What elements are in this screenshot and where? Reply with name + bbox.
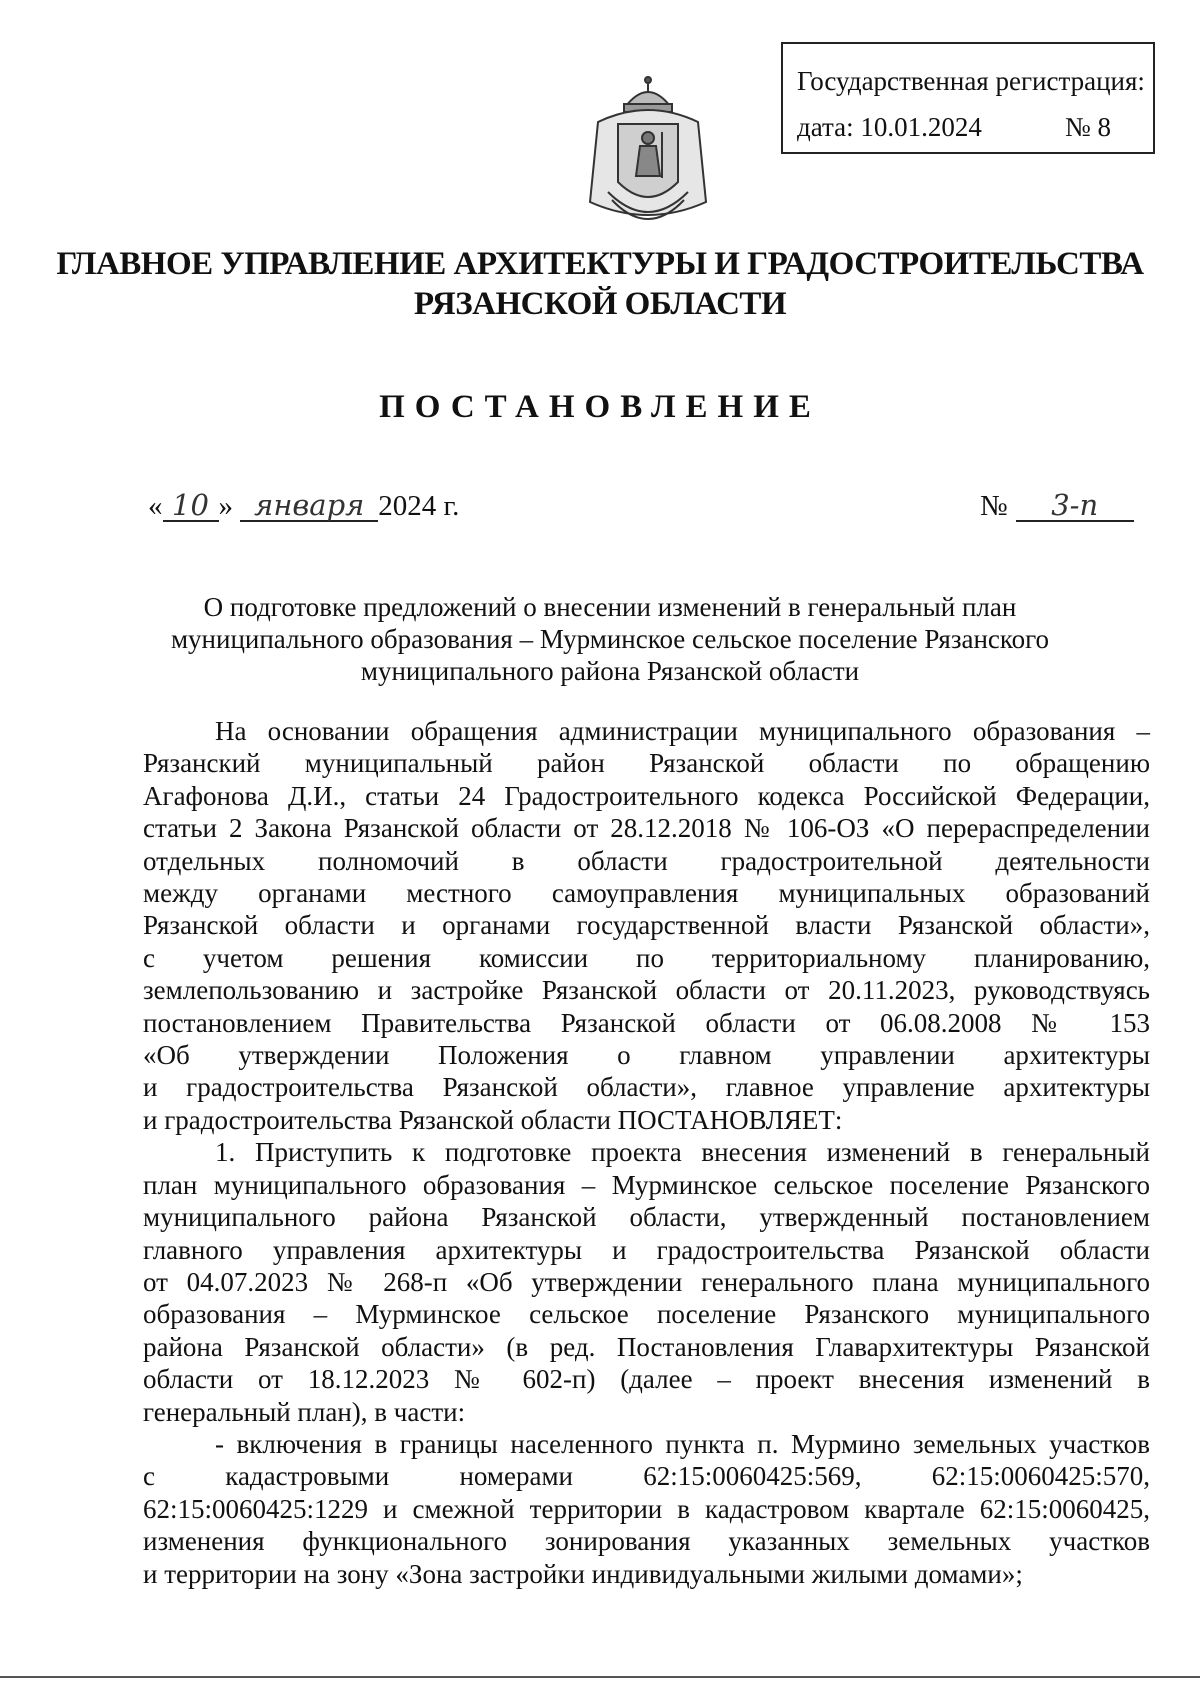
body-line: генеральный план), в части: xyxy=(143,1396,466,1427)
body-line: с учетом решения комиссии по территориальному планированию, xyxy=(143,942,1150,973)
body-line: Рязанский муниципальный район Рязанской области по обращению xyxy=(143,748,1150,779)
body-line: и градостроительства Рязанской области», главное управление архитектуры xyxy=(143,1072,1150,1103)
body-line: области от 18.12.2023 № 602-п) (далее – проект внесения изменений в xyxy=(143,1364,1150,1395)
coat-of-arms-icon xyxy=(578,72,718,240)
body-line: отдельных полномочий в области градостроительной деятельности xyxy=(143,845,1150,876)
document-date xyxy=(148,490,459,523)
document-number xyxy=(980,490,1134,523)
number-sign: № xyxy=(980,490,1008,522)
body-line: «Об утверждении Положения о главном управлении архитектуры xyxy=(143,1040,1150,1071)
registration-number: № 8 xyxy=(1064,112,1111,142)
body-line: между органами местного самоуправления муниципальных образований xyxy=(143,878,1150,909)
registration-title: Государственная регистрация: xyxy=(797,66,1145,96)
date-close-quote: » xyxy=(218,490,233,522)
subject-line2: муниципального образования – Мурминское сельское поселение Рязанского xyxy=(170,624,1050,654)
page-bottom-rule xyxy=(0,1676,1200,1678)
body-line: - включения в границы населенного пункта п. Мурмино земельных участков xyxy=(215,1428,1150,1459)
subject-line1: О подготовке предложений о внесении изменений в генеральный план xyxy=(203,592,1017,622)
organization-title xyxy=(0,244,1200,324)
body-line: статьи 2 Закона Рязанской области от 28.12.2018 № 106-ОЗ «О перераспределении xyxy=(143,813,1150,844)
document-body xyxy=(143,715,1150,1590)
body-line: землепользованию и застройке Рязанской области от 20.11.2023, руководствуясь xyxy=(143,975,1150,1006)
body-line: постановлением Правительства Рязанской области от 06.08.2008 № 153 xyxy=(143,1007,1150,1038)
document-subject xyxy=(150,591,1070,687)
registration-date: дата: 10.01.2024 xyxy=(797,112,982,142)
body-line: и градостроительства Рязанской области ПОСТАНОВЛЯЕТ: xyxy=(143,1104,843,1135)
date-day: 10 xyxy=(163,490,219,522)
body-line: 62:15:0060425:1229 и смежной территории в кадастровом квартале 62:15:0060425, xyxy=(143,1493,1150,1524)
subject-line3: муниципального района Рязанской области xyxy=(360,656,860,686)
body-line: главного управления архитектуры и градостроительства Рязанской области xyxy=(143,1234,1150,1265)
number-value: 3-п xyxy=(1016,490,1134,522)
body-line: Рязанской области и органами государственной власти Рязанской области», xyxy=(143,910,1150,941)
body-line: с кадастровыми номерами 62:15:0060425:569, 62:15:0060425:570, xyxy=(143,1461,1150,1492)
body-line: Агафонова Д.И., статьи 24 Градостроительного кодекса Российской Федерации, xyxy=(143,780,1150,811)
registration-date-row xyxy=(797,110,1137,144)
document-type: ПОСТАНОВЛЕНИЕ xyxy=(379,389,821,425)
body-line: изменения функционального зонирования указанных земельных участков xyxy=(143,1526,1150,1557)
body-line: района Рязанской области» (в ред. Постановления Главархитектуры Рязанской xyxy=(143,1331,1150,1362)
registration-stamp xyxy=(781,42,1155,154)
body-line: от 04.07.2023 № 268-п «Об утверждении генерального плана муниципального xyxy=(143,1266,1150,1297)
body-line: и территории на зону «Зона застройки индивидуальными жилыми домами»; xyxy=(143,1558,1023,1589)
org-title-line1: ГЛАВНОЕ УПРАВЛЕНИЕ АРХИТЕКТУРЫ И ГРАДОСТРОИТЕЛЬСТВА xyxy=(56,246,1144,282)
date-month: января xyxy=(240,490,378,522)
body-line: муниципального района Рязанской области, утвержденный постановлением xyxy=(143,1202,1150,1233)
org-title-line2: РЯЗАНСКОЙ ОБЛАСТИ xyxy=(413,286,787,322)
body-line: образования – Мурминское сельское поселение Рязанского муниципального xyxy=(143,1299,1150,1330)
body-line: 1. Приступить к подготовке проекта внесения изменений в генеральный xyxy=(215,1137,1150,1168)
date-open-quote: « xyxy=(148,490,163,522)
body-line: На основании обращения администрации муниципального образования – xyxy=(215,716,1150,746)
date-year: 2024 г. xyxy=(378,490,460,522)
body-line: план муниципального образования – Мурминское сельское поселение Рязанского xyxy=(143,1169,1150,1200)
